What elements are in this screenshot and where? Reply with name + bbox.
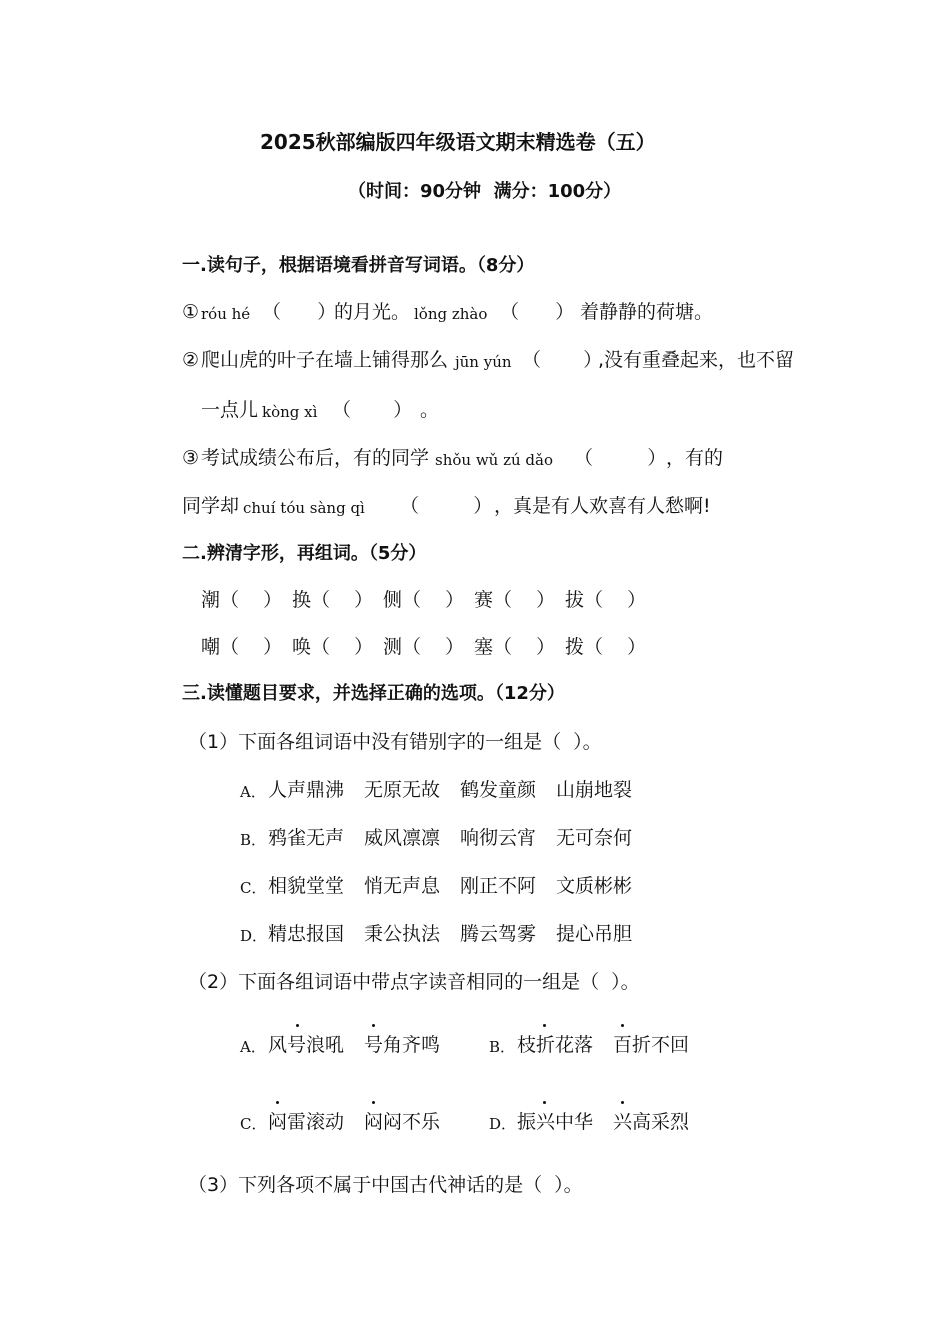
sentence-text: ，有的: [666, 447, 724, 469]
option-letter: B．: [489, 1038, 516, 1056]
option-letter: A．: [240, 1038, 266, 1056]
sentence-text: 。: [420, 399, 440, 421]
option-word: 刚正不阿: [460, 875, 537, 897]
word-item[interactable]: 拔（ ）: [565, 589, 647, 611]
option-word: 风号浪吼: [268, 1034, 345, 1056]
option-word: 提心吊胆: [556, 923, 633, 945]
answer-blank[interactable]: （ ）: [262, 301, 337, 323]
option-word: 腾云驾雾: [460, 923, 537, 945]
option-word: 鸦雀无声: [268, 827, 345, 849]
option-letter: A．: [240, 783, 266, 801]
option-letter: C．: [240, 1115, 267, 1133]
sentence-text: 一点儿: [201, 399, 259, 421]
word-item[interactable]: 拨（ ）: [565, 636, 647, 658]
word-item[interactable]: 潮（ ）: [201, 589, 283, 611]
option-word: 文质彬彬: [556, 875, 633, 897]
sentence-text: 着静静的荷塘。: [580, 301, 714, 323]
section2-heading: 二.辨清字形，再组词。（5分）: [182, 543, 427, 564]
option-word: 振兴中华: [517, 1111, 594, 1133]
emphasis-dot: [372, 1101, 375, 1104]
word-item[interactable]: 赛（ ）: [474, 589, 556, 611]
option-word: 精忠报国: [268, 923, 345, 945]
emphasis-dot: [276, 1101, 279, 1104]
word-item[interactable]: 测（ ）: [383, 636, 465, 658]
sentence-text: 的月光。: [334, 301, 411, 323]
section1-heading: 一.读句子，根据语境看拼音写词语。（8分）: [182, 255, 535, 276]
option-letter: D．: [489, 1115, 517, 1133]
answer-blank[interactable]: （ ）: [574, 447, 667, 469]
word-item[interactable]: 嘲（ ）: [201, 636, 283, 658]
option-word: 闷雷滚动: [268, 1111, 345, 1133]
option-letter: D．: [240, 927, 268, 945]
question-stem: （2）下面各组词语中带点字读音相同的一组是（ ）。: [188, 971, 640, 993]
option-letter: C．: [240, 879, 267, 897]
sentence-text: ,没有重叠起来，也不留: [598, 349, 795, 371]
emphasis-dot: [621, 1024, 624, 1027]
option-letter: B．: [240, 831, 267, 849]
option-word: 百折不回: [613, 1034, 690, 1056]
option-word: 闷闷不乐: [364, 1111, 441, 1133]
sentence-text: 考试成绩公布后，有的同学: [201, 447, 430, 469]
emphasis-dot: [543, 1101, 546, 1104]
option-word: 兴高采烈: [613, 1111, 690, 1133]
emphasis-dot: [296, 1024, 299, 1027]
option-word: 无可奈何: [556, 827, 633, 849]
sentence-text: 同学却: [182, 495, 240, 517]
answer-blank[interactable]: （ ）: [332, 399, 413, 421]
word-item[interactable]: 侧（ ）: [383, 589, 465, 611]
exam-info: （时间：90分钟 满分：100分）: [348, 181, 622, 202]
option-word: 相貌堂堂: [268, 875, 345, 897]
word-item[interactable]: 唤（ ）: [292, 636, 374, 658]
sentence-text: 爬山虎的叶子在墙上铺得那么: [201, 349, 449, 371]
question-number: ③: [182, 447, 200, 469]
answer-blank[interactable]: （ ）: [522, 349, 603, 371]
option-word: 响彻云宵: [460, 827, 537, 849]
pinyin-prompt: kòng xì: [262, 403, 318, 421]
option-word: 山崩地裂: [556, 779, 633, 801]
pinyin-prompt: chuí tóu sàng qì: [243, 499, 365, 517]
word-item[interactable]: 塞（ ）: [474, 636, 556, 658]
emphasis-dot: [621, 1101, 624, 1104]
answer-blank[interactable]: （ ）: [400, 495, 493, 517]
emphasis-dot: [372, 1024, 375, 1027]
section3-heading: 三.读懂题目要求，并选择正确的选项。（12分）: [182, 683, 565, 704]
question-number: ②: [182, 349, 200, 371]
option-word: 人声鼎沸: [268, 779, 345, 801]
option-word: 悄无声息: [364, 875, 441, 897]
emphasis-dot: [543, 1024, 546, 1027]
option-word: 鹤发童颜: [460, 779, 537, 801]
pinyin-prompt: róu hé: [201, 305, 251, 323]
pinyin-prompt: jūn yún: [455, 353, 512, 371]
sentence-text: ，真是有人欢喜有人愁啊!: [494, 495, 711, 517]
question-stem: （3）下列各项不属于中国古代神话的是（ ）。: [188, 1174, 583, 1196]
answer-blank[interactable]: （ ）: [500, 301, 575, 323]
option-word: 秉公执法: [364, 923, 441, 945]
pinyin-prompt: shǒu wǔ zú dǎo: [435, 451, 553, 469]
option-word: 号角齐鸣: [364, 1034, 441, 1056]
question-stem: （1）下面各组词语中没有错别字的一组是（ ）。: [188, 731, 602, 753]
option-word: 威风凛凛: [364, 827, 441, 849]
question-number: ①: [182, 301, 200, 323]
page-title: 2025秋部编版四年级语文期末精选卷（五）: [260, 130, 656, 154]
option-word: 无原无故: [364, 779, 441, 801]
word-item[interactable]: 换（ ）: [292, 589, 374, 611]
pinyin-prompt: lǒng zhào: [414, 305, 488, 323]
option-word: 枝折花落: [517, 1034, 594, 1056]
